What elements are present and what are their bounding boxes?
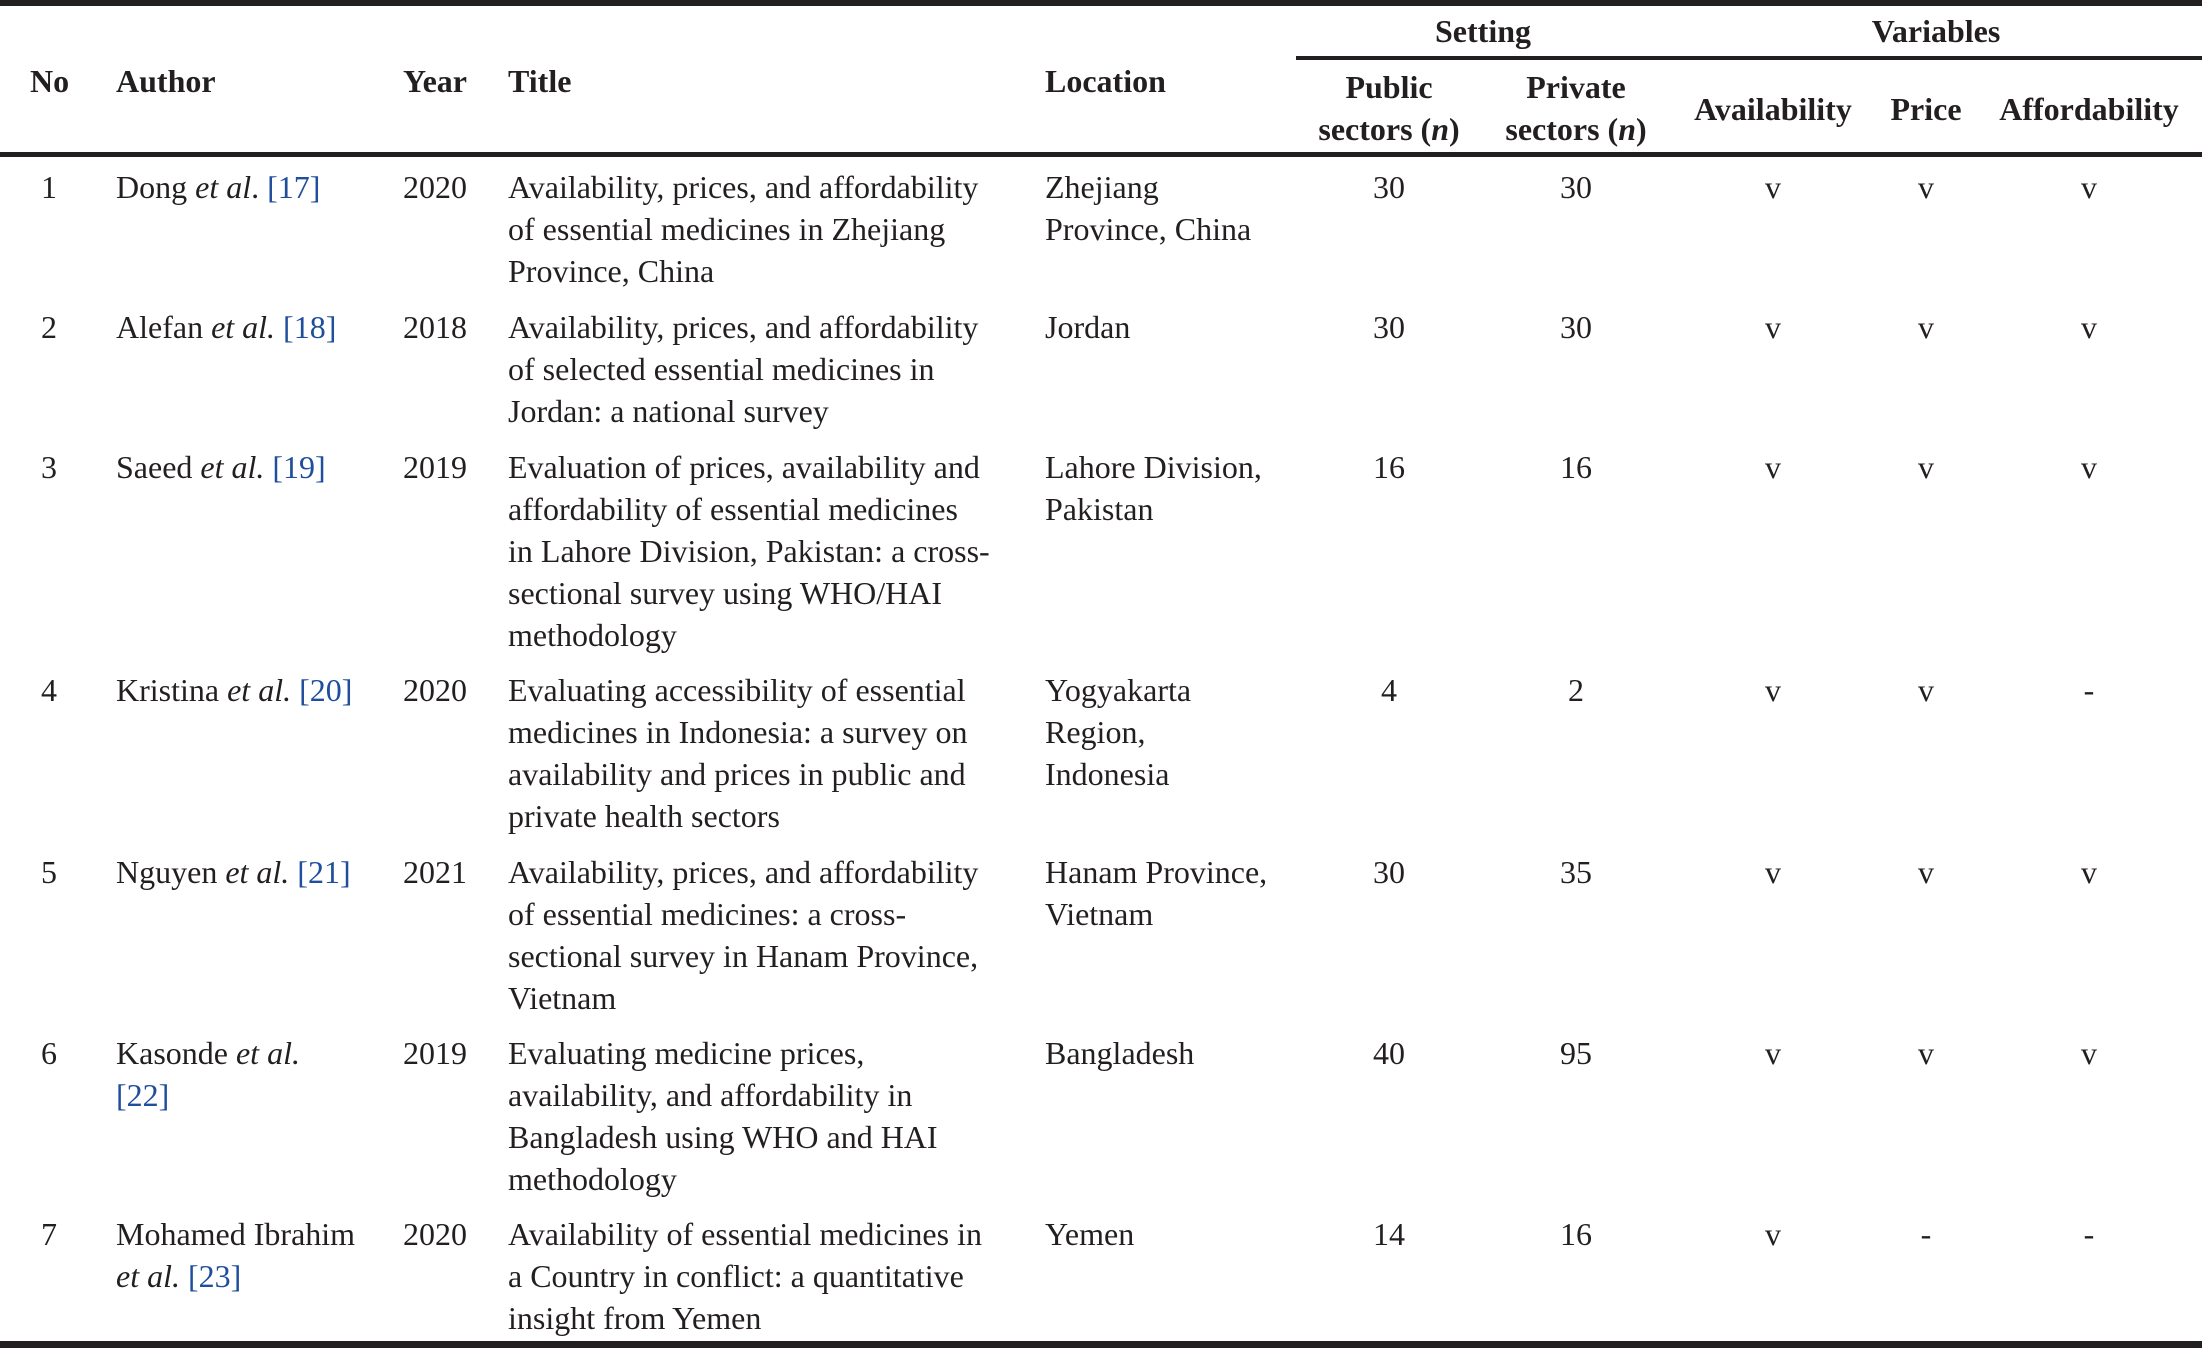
- location-cell: [1045, 166, 1251, 250]
- year-cell: 2021: [403, 854, 467, 890]
- citation-link[interactable]: [19]: [272, 449, 326, 485]
- title-line: Availability of essential medicines in: [508, 1216, 982, 1252]
- title-line: private health sectors: [508, 798, 780, 834]
- price-mark: v: [1918, 169, 1934, 205]
- location-line: Yemen: [1045, 1216, 1135, 1252]
- author-et-al: et al.: [211, 309, 276, 345]
- header-price: Price: [1890, 91, 1962, 127]
- author-name: Nguyen: [116, 854, 218, 890]
- public-sectors-count: 30: [1373, 854, 1405, 890]
- table-bottom-rule: [0, 1341, 2202, 1348]
- header-year: Year: [403, 63, 467, 99]
- location-line: Bangladesh: [1045, 1035, 1195, 1071]
- row-number: 7: [41, 1216, 57, 1252]
- author-cell: [116, 669, 406, 711]
- location-cell: [1045, 1213, 1134, 1255]
- availability-mark: v: [1765, 1216, 1781, 1252]
- header-setting-group: Setting: [1435, 13, 1531, 49]
- citation-link[interactable]: [22]: [116, 1077, 170, 1113]
- year-cell: 2019: [403, 1035, 467, 1071]
- affordability-mark: v: [2081, 309, 2097, 345]
- author-et-al: et al.: [225, 854, 290, 890]
- location-line: Yogyakarta: [1045, 672, 1192, 708]
- year-cell: 2020: [403, 169, 467, 205]
- public-sectors-count: 40: [1373, 1035, 1405, 1071]
- title-line: of selected essential medicines in: [508, 351, 935, 387]
- price-mark: -: [1920, 1216, 1932, 1252]
- location-line: Pakistan: [1045, 491, 1154, 527]
- year-cell: 2020: [403, 672, 467, 708]
- title-line: in Lahore Division, Pakistan: a cross-: [508, 533, 990, 569]
- title-line: of essential medicines in Zhejiang: [508, 211, 946, 247]
- header-title: Title: [508, 63, 572, 99]
- title-line: Province, China: [508, 253, 715, 289]
- price-mark: v: [1918, 309, 1934, 345]
- title-line: affordability of essential medicines: [508, 491, 958, 527]
- author-name: Saeed: [116, 449, 193, 485]
- affordability-mark: v: [2081, 169, 2097, 205]
- author-name: Dong: [116, 169, 188, 205]
- citation-link[interactable]: [18]: [283, 309, 337, 345]
- availability-mark: v: [1765, 1035, 1781, 1071]
- price-mark: v: [1918, 672, 1934, 708]
- location-line: Hanam Province,: [1045, 854, 1268, 890]
- row-number: 2: [41, 309, 57, 345]
- affordability-mark: v: [2081, 1035, 2097, 1071]
- author-cell: [116, 851, 406, 893]
- row-number: 1: [41, 169, 57, 205]
- table-top-rule: [0, 0, 2202, 6]
- author-et-al: et al: [195, 169, 252, 205]
- location-cell: [1045, 1032, 1194, 1074]
- author-name: Kasonde: [116, 1035, 228, 1071]
- citation-link[interactable]: [17]: [267, 169, 321, 205]
- title-line: Evaluating medicine prices,: [508, 1035, 865, 1071]
- location-cell: [1045, 851, 1267, 935]
- header-private-line1: Private: [1526, 69, 1626, 105]
- row-number: 4: [41, 672, 57, 708]
- public-sectors-count: 4: [1381, 672, 1397, 708]
- title-cell: [508, 851, 978, 1019]
- location-line: Region,: [1045, 714, 1146, 750]
- private-sectors-count: 2: [1568, 672, 1584, 708]
- header-bottom-rule: [0, 152, 2202, 157]
- title-line: availability and prices in public and: [508, 756, 966, 792]
- title-line: sectional survey in Hanam Province,: [508, 938, 979, 974]
- author-et-al: et al.: [227, 672, 292, 708]
- title-line: methodology: [508, 1161, 677, 1197]
- availability-mark: v: [1765, 309, 1781, 345]
- availability-mark: v: [1765, 449, 1781, 485]
- title-line: Evaluation of prices, availability and: [508, 449, 980, 485]
- author-et-al: et al.: [200, 449, 265, 485]
- author-cell: [116, 306, 406, 348]
- header-affordability: Affordability: [1999, 91, 2179, 127]
- title-cell: [508, 446, 990, 656]
- private-sectors-count: 30: [1560, 309, 1592, 345]
- private-sectors-count: 16: [1560, 1216, 1592, 1252]
- private-sectors-count: 95: [1560, 1035, 1592, 1071]
- private-sectors-count: 35: [1560, 854, 1592, 890]
- header-public-sectors: [1296, 66, 1482, 150]
- availability-mark: v: [1765, 169, 1781, 205]
- public-sectors-count: 30: [1373, 309, 1405, 345]
- author-cell: [116, 1213, 386, 1297]
- year-cell: 2020: [403, 1216, 467, 1252]
- price-mark: v: [1918, 449, 1934, 485]
- location-cell: [1045, 446, 1262, 530]
- author-cell: [116, 1032, 316, 1116]
- title-cell: [508, 166, 978, 292]
- year-cell: 2018: [403, 309, 467, 345]
- title-line: Availability, prices, and affordability: [508, 169, 979, 205]
- affordability-mark: v: [2081, 854, 2097, 890]
- location-line: Province, China: [1045, 211, 1252, 247]
- affordability-mark: v: [2081, 449, 2097, 485]
- author-cell: Dong et al. [17]: [116, 169, 321, 205]
- row-number: 5: [41, 854, 57, 890]
- citation-link[interactable]: [21]: [297, 854, 351, 890]
- author-name: Alefan: [116, 309, 204, 345]
- title-line: of essential medicines: a cross-: [508, 896, 907, 932]
- header-public-line2: sectors (n): [1318, 111, 1460, 147]
- row-number: 6: [41, 1035, 57, 1071]
- title-line: a Country in conflict: a quantitative: [508, 1258, 964, 1294]
- header-author: Author: [116, 63, 216, 99]
- row-number: 3: [41, 449, 57, 485]
- affordability-mark: -: [2083, 672, 2095, 708]
- title-line: Evaluating accessibility of essential: [508, 672, 966, 708]
- header-no: No: [30, 63, 70, 99]
- title-line: availability, and affordability in: [508, 1077, 913, 1113]
- private-sectors-count: 30: [1560, 169, 1592, 205]
- citation-link[interactable]: [20]: [299, 672, 353, 708]
- header-variables-group: Variables: [1871, 13, 2001, 49]
- public-sectors-count: 16: [1373, 449, 1405, 485]
- private-sectors-count: 16: [1560, 449, 1592, 485]
- author-name: Kristina: [116, 672, 220, 708]
- group-header-rule: [1296, 56, 2202, 60]
- title-line: medicines in Indonesia: a survey on: [508, 714, 968, 750]
- public-sectors-count: 14: [1373, 1216, 1405, 1252]
- header-public-line1: Public: [1345, 69, 1433, 105]
- author-et-al: et al.: [116, 1258, 180, 1294]
- title-line: Availability, prices, and affordability: [508, 854, 979, 890]
- header-location: Location: [1045, 63, 1166, 99]
- citation-link[interactable]: [23]: [187, 1258, 242, 1294]
- header-private-sectors: [1482, 66, 1670, 150]
- affordability-mark: -: [2083, 1216, 2095, 1252]
- title-line: Bangladesh using WHO and HAI: [508, 1119, 938, 1155]
- title-cell: [508, 1213, 982, 1339]
- availability-mark: v: [1765, 854, 1781, 890]
- location-line: Lahore Division,: [1045, 449, 1262, 485]
- title-line: Availability, prices, and affordability: [508, 309, 979, 345]
- availability-mark: v: [1765, 672, 1781, 708]
- title-cell: [508, 1032, 938, 1200]
- title-cell: [508, 306, 978, 432]
- title-line: Jordan: a national survey: [508, 393, 829, 429]
- public-sectors-count: 30: [1373, 169, 1405, 205]
- title-line: methodology: [508, 617, 677, 653]
- author-et-al: et al.: [235, 1035, 300, 1071]
- location-line: Vietnam: [1045, 896, 1154, 932]
- title-cell: [508, 669, 967, 837]
- author-cell: [116, 446, 406, 488]
- title-line: Vietnam: [508, 980, 617, 1016]
- price-mark: v: [1918, 1035, 1934, 1071]
- year-cell: 2019: [403, 449, 467, 485]
- title-line: sectional survey using WHO/HAI: [508, 575, 942, 611]
- header-private-line2: sectors (n): [1505, 111, 1647, 147]
- location-cell: [1045, 669, 1191, 795]
- header-availability: Availability: [1694, 91, 1852, 127]
- location-line: Jordan: [1045, 309, 1131, 345]
- location-line: Indonesia: [1045, 756, 1170, 792]
- title-line: insight from Yemen: [508, 1300, 762, 1336]
- location-cell: [1045, 306, 1130, 348]
- location-line: Zhejiang: [1045, 169, 1159, 205]
- price-mark: v: [1918, 854, 1934, 890]
- author-name: Mohamed Ibrahim: [116, 1216, 356, 1252]
